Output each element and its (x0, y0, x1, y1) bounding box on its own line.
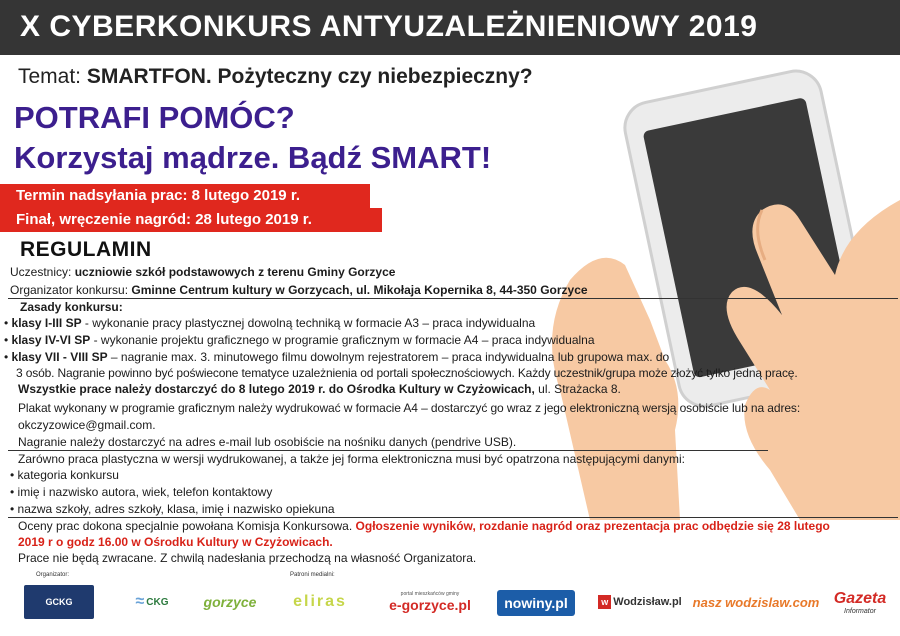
rule3-text: – nagranie max. 3. minutowego filmu dowolnym rejestratorem – praca indywidualna lub grupowa max. do (107, 350, 670, 364)
gorzyce-logo[interactable] (200, 585, 260, 619)
media-patrons-label: Patroni medialni: (290, 572, 335, 578)
gckg-logo[interactable] (24, 585, 94, 619)
bullet: • (10, 468, 15, 482)
e-gorzyce-tagline: portal mieszkańców gminy (400, 591, 460, 597)
ckg-logo[interactable] (112, 585, 192, 619)
recording-line: Nagranie należy dostarczyć na adres e-mail lub osobiście na nośniku danych (pendrive USB). (18, 435, 517, 449)
nowiny-logo[interactable] (497, 590, 575, 616)
rule-item-3 (4, 350, 669, 364)
organizer-label: Organizator konkursu: (10, 283, 129, 297)
poster-line-2: okczyzowice@gmail.com. (18, 418, 156, 432)
label-item-2-text: imię i nazwisko autora, wiek, telefon kontaktowy (17, 485, 273, 499)
rule2-text: - wykonanie projektu graficznego w programie graficznym w formacie A4 – praca indywidualna (90, 333, 595, 347)
bullet: • (4, 333, 9, 347)
gckg-logo-text: GCKG (45, 597, 73, 607)
rule1-label: klasy I-III SP (11, 316, 82, 330)
rule1-text: - wykonanie pracy plastycznej dowolną techniką w formacie A3 – praca indywidualna (81, 316, 536, 330)
gazeta-logo[interactable] (828, 585, 892, 619)
label-item-2 (10, 485, 272, 499)
return-line: Prace nie będą zwracane. Z chwilą nadesłania przechodzą na własność Organizatora. (18, 551, 477, 565)
jury-line-2 (18, 535, 333, 549)
banner-title: X CYBERKONKURS ANTYUZALEŻNIENIOWY 2019 (20, 10, 758, 43)
rules-heading-text: Zasady konkursu: (20, 300, 123, 314)
gazeta-logo-text: Gazeta (833, 589, 887, 607)
divider (8, 450, 768, 451)
wodzislaw-pl-logo-text: Wodzisław.pl (613, 596, 682, 608)
nasz-wodzislaw-logo-text: nasz wodzislaw.com (692, 594, 820, 610)
jury-text: Oceny prac dokona specjalnie powołana Komisja Konkursowa. (18, 519, 356, 533)
wodzislaw-pl-logo[interactable] (600, 585, 680, 619)
wodzislaw-mark-icon: w (598, 595, 611, 609)
label-item-1-text: kategoria konkursu (17, 468, 119, 482)
title-banner (0, 0, 900, 55)
organizer-line (10, 283, 588, 297)
e-gorzyce-logo-text: e-gorzyce.pl (389, 597, 471, 613)
rule-item-3-continued: 3 osób. Nagranie powinno być poświecone tematyce uzależnienia od portali społecznościowych. Każdy uczestnik/grupa może złożyć tylko jedną pracę. (16, 366, 798, 380)
theme-topic: SMARTFON. Pożyteczny czy niebezpieczny? (86, 65, 533, 88)
divider (8, 298, 898, 299)
bullet: • (10, 502, 15, 516)
jury-line-1 (18, 519, 830, 533)
delivery-line (18, 382, 621, 396)
deadline-final: Finał, wręczenie nagród: 28 lutego 2019 r. (0, 208, 382, 232)
results-announcement-cont: 2019 r o godz 16.00 w Ośrodku Kultury w Czyżowicach. (18, 535, 333, 549)
organizer-value: Gminne Centrum kultury w Gorzycach, ul. Mikołaja Kopernika 8, 44-350 Gorzyce (131, 283, 588, 297)
label-intro: Zarówno praca plastyczna w wersji wydrukowanej, a także jej forma elektroniczna musi być opatrzona następującymi danymi: (18, 452, 685, 466)
bullet: • (4, 316, 9, 330)
bullet: • (10, 485, 15, 499)
eliras-logo[interactable] (286, 585, 354, 619)
participants-line (10, 265, 395, 279)
poster-line-1: Plakat wykonany w programie graficznym należy wydrukować w formacie A4 – dostarczyć go wraz z jego elektroniczną wersją osobiście lub na adres: (18, 401, 801, 415)
participants-label: Uczestnicy: (10, 265, 72, 279)
nowiny-logo-text: nowiny.pl (504, 595, 568, 611)
rule3-label: klasy VII - VIII SP (11, 350, 108, 364)
label-item-3 (10, 502, 335, 516)
label-item-3-text: nazwa szkoły, adres szkoły, klasa, imię i nazwisko opiekuna (17, 502, 335, 516)
label-item-1 (10, 468, 119, 482)
rule-item-1 (4, 316, 535, 330)
slogan-line-1: POTRAFI POMÓC? (14, 100, 295, 135)
rule2-label: klasy IV-VI SP (11, 333, 91, 347)
wave-icon: ≈ (135, 593, 145, 610)
bullet: • (4, 350, 9, 364)
ckg-logo-text: CKG (146, 596, 169, 608)
deadline-submission: Termin nadsyłania prac: 8 lutego 2019 r. (0, 184, 370, 208)
rules-heading (20, 300, 123, 314)
nasz-wodzislaw-logo[interactable] (692, 585, 820, 619)
gazeta-logo-sub: Informator (844, 607, 876, 615)
organizer-logos-label: Organizator: (36, 572, 70, 578)
results-announcement: Ogłoszenie wyników, rozdanie nagród oraz prezentacja prac odbędzie się 28 lutego (355, 519, 830, 533)
gorzyce-logo-text: gorzyce (203, 594, 257, 610)
delivery-bold: Wszystkie prace należy dostarczyć do 8 lutego 2019 r. do Ośrodka Kultury w Czyżowicach, (18, 382, 535, 396)
theme-line (18, 65, 533, 89)
e-gorzyce-logo[interactable] (378, 585, 482, 619)
participants-value: uczniowie szkół podstawowych z terenu Gminy Gorzyce (74, 265, 396, 279)
regulamin-title: REGULAMIN (20, 238, 152, 261)
delivery-rest: ul. Strażacka 8. (534, 382, 621, 396)
rule-item-2 (4, 333, 595, 347)
slogan-line-2: Korzystaj mądrze. Bądź SMART! (14, 140, 492, 175)
eliras-logo-text: eliras (293, 593, 347, 610)
theme-prefix: Temat: (18, 65, 82, 88)
divider (8, 517, 898, 518)
